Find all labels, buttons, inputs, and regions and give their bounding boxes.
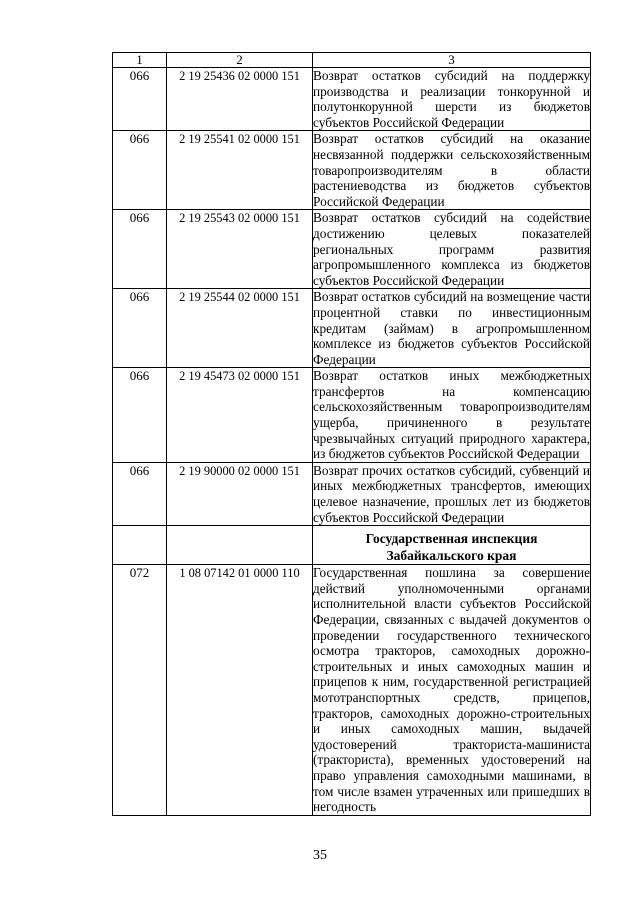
table-row [113,210,591,289]
table-row [113,462,591,525]
header-col-3: 3 [313,53,591,68]
table-row [113,68,591,131]
section-heading-cell [313,526,591,565]
admin-code-cell: 066 [113,289,167,368]
description-cell: Возврат остатков субсидий на возмещение части процентной ставки по инвестиционным кредитам (займам) в агропромышленном комплексе из бюджетов субъектов Российской Федерации [313,289,590,367]
table-row [113,565,591,816]
kbk-code-cell: 2 19 45473 02 0000 151 [167,368,313,463]
description-cell: Возврат остатков субсидий на поддержку производства и реализации тонкорунной и полутонкорунной шерсти из бюджетов субъектов Российской Федерации [313,68,590,130]
empty-cell [113,526,167,565]
header-col-1: 1 [113,53,167,68]
description-cell: Возврат остатков иных межбюджетных трансфертов на компенсацию сельскохозяйственным товаропроизводителям ущерба, причиненного в результате чрезвычайных ситуаций природного характера, из бюджетов субъектов Российской Федерации [313,368,590,462]
section-title-line-1: Государственная инспекция [365,531,538,547]
empty-cell [167,526,313,565]
section-heading-row [113,526,591,565]
kbk-code-cell: 2 19 25436 02 0000 151 [167,68,313,131]
description-cell: Возврат остатков субсидий на оказание несвязанной поддержки сельскохозяйственным товаропроизводителям в области растениеводства из бюджетов субъектов Российской Федерации [313,131,590,209]
section-title-line-2: Забайкальского края [386,548,517,564]
page-number: 35 [313,848,327,863]
description-cell: Возврат прочих остатков субсидий, субвенций и иных межбюджетных трансфертов, имеющих целевое назначение, прошлых лет из бюджетов субъектов Российской Федерации [313,462,590,525]
admin-code-cell: 066 [113,210,167,289]
admin-code-cell: 066 [113,68,167,131]
description-cell: Возврат остатков субсидий на содействие достижению целевых показателей региональных программ развития агропромышленного комплекса из бюджетов субъектов Российской Федерации [313,210,590,288]
kbk-code-cell: 1 08 07142 01 0000 110 [167,565,313,816]
table-row [113,368,591,463]
admin-code-cell: 072 [113,565,167,816]
table-header-row [113,53,591,68]
admin-code-cell: 066 [113,131,167,210]
kbk-code-cell: 2 19 25544 02 0000 151 [167,289,313,368]
header-col-2: 2 [167,53,313,68]
admin-code-cell: 066 [113,462,167,525]
kbk-code-cell: 2 19 25541 02 0000 151 [167,131,313,210]
kbk-code-cell: 2 19 25543 02 0000 151 [167,210,313,289]
budget-codes-table [112,52,591,816]
description-cell: Государственная пошлина за совершение действий уполномоченными органами исполнительной власти субъектов Российской Федерации, связанных с выдачей документов о проведении государственного технического осмотра тракторов, самоходных дорожно-строительных и иных самоходных машин и прицепов к ним, государственной регистрацией мототранспортных средств, прицепов, тракторов, самоходных дорожно-строительных и иных самоходных машин, выдачей удостоверений тракториста-машиниста (тракториста), временных удостоверений на право управления самоходными машинами, в том числе взамен утраченных или пришедших в негодность [313,565,590,815]
kbk-code-cell: 2 19 90000 02 0000 151 [167,462,313,525]
table-row [113,131,591,210]
table-row [113,289,591,368]
admin-code-cell: 066 [113,368,167,463]
